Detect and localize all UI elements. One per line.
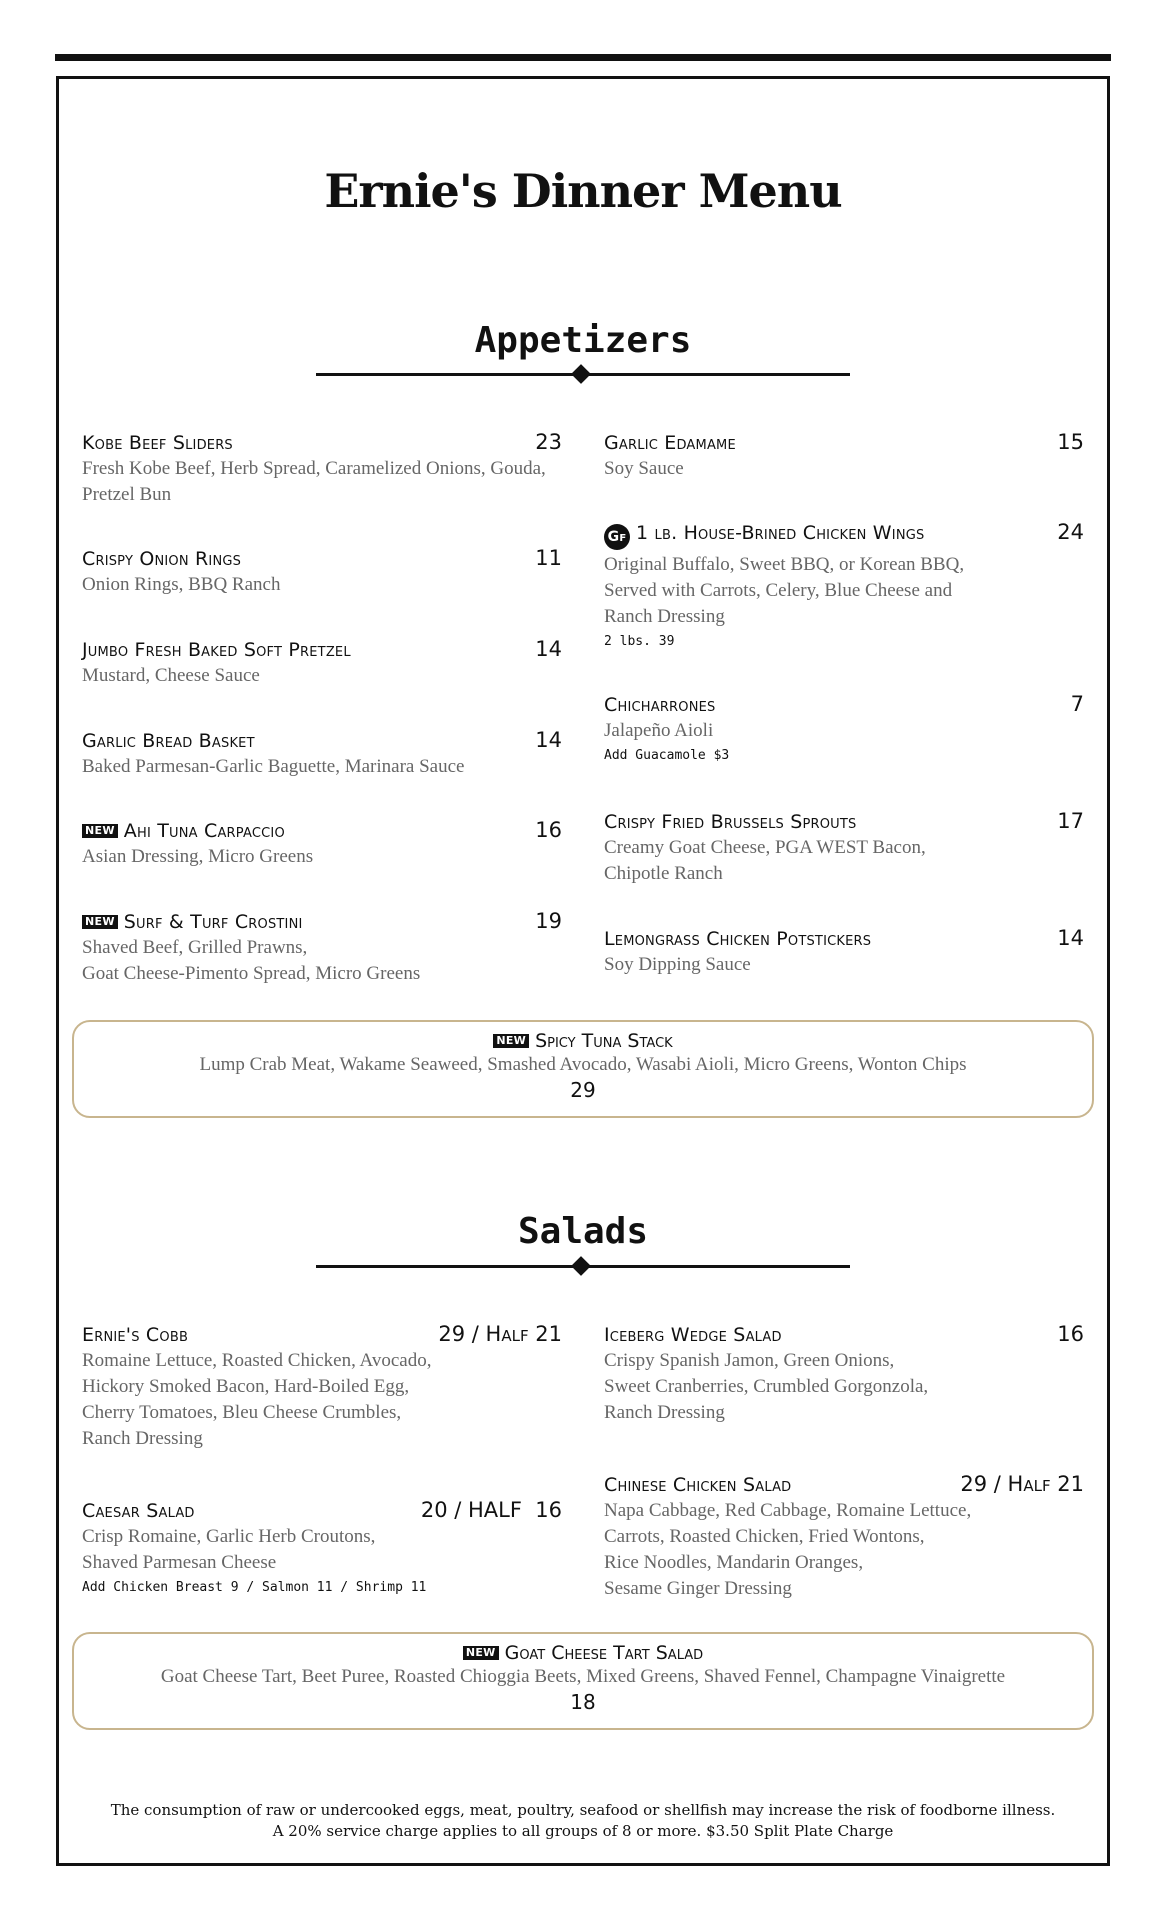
item-name: Crispy Fried Brussels Sprouts: [604, 811, 857, 833]
item-name: [82, 911, 303, 933]
item-note: Add Guacamole $3: [604, 748, 730, 763]
item-name: Chinese Chicken Salad: [604, 1474, 792, 1496]
item-description-line: Ranch Dressing: [604, 1402, 725, 1423]
item-description-line: Cherry Tomatoes, Bleu Cheese Crumbles,: [82, 1402, 402, 1423]
item-name-text: Surf & Turf Crostini: [123, 911, 303, 933]
featured-item-spicy-tuna-stack: [72, 1020, 1094, 1118]
item-description-line: Rice Noodles, Mandarin Oranges,: [604, 1552, 864, 1573]
item-name: Crispy Onion Rings: [82, 548, 242, 570]
new-badge: NEW: [493, 1034, 529, 1048]
featured-item-price: 29: [570, 1078, 596, 1102]
page-title: Ernie's Dinner Menu: [324, 164, 842, 218]
menu-item: [604, 692, 1084, 763]
item-description: Soy Dipping Sauce: [604, 954, 751, 975]
item-price: 20 / HALF 16: [420, 1498, 562, 1522]
menu-item: [82, 909, 562, 987]
menu-item: [604, 1322, 1084, 1426]
item-price: 11: [535, 546, 562, 570]
featured-item-name: [74, 1642, 1092, 1664]
item-price: 14: [535, 728, 562, 752]
featured-item-goat-cheese-tart-salad: [72, 1632, 1094, 1730]
footer-line: A 20% service charge applies to all groups of 8 or more. $3.50 Split Plate Charge: [272, 1822, 894, 1840]
item-description: Original Buffalo, Sweet BBQ, or Korean BBQ, Served with Carrots, Celery, Blue Cheese and Ranch Dressing: [604, 554, 965, 627]
item-price: 19: [535, 909, 562, 933]
menu-item: [604, 1472, 1084, 1602]
item-price: 14: [535, 637, 562, 661]
item-description-line: Crisp Romaine, Garlic Herb Croutons,: [82, 1526, 376, 1547]
menu-item: [82, 818, 562, 870]
item-price: 15: [1057, 430, 1084, 454]
salads-divider: [316, 1258, 850, 1274]
featured-item-name-text: Goat Cheese Tart Salad: [504, 1642, 704, 1664]
item-description-line: Crispy Spanish Jamon, Green Onions,: [604, 1350, 895, 1371]
menu-item: [604, 520, 1084, 649]
item-name: [604, 522, 924, 550]
item-price: 29 / Half 21: [438, 1322, 562, 1346]
item-description-line: Sweet Cranberries, Crumbled Gorgonzola,: [604, 1376, 929, 1397]
item-name: Garlic Edamame: [604, 432, 736, 454]
item-description-line: Carrots, Roasted Chicken, Fried Wontons,: [604, 1526, 925, 1547]
menu-item: [604, 430, 1084, 482]
item-name: Lemongrass Chicken Potstickers: [604, 928, 872, 950]
appetizers-right-column: [604, 430, 1084, 1000]
item-description-line: Napa Cabbage, Red Cabbage, Romaine Lettuce,: [604, 1500, 972, 1521]
item-description-line: Ranch Dressing: [82, 1428, 203, 1449]
item-description-line: Goat Cheese-Pimento Spread, Micro Greens: [82, 963, 421, 984]
item-description: Asian Dressing, Micro Greens: [82, 846, 314, 867]
item-description-line: Hickory Smoked Bacon, Hard-Boiled Egg,: [82, 1376, 410, 1397]
appetizers-divider: [316, 366, 850, 382]
item-description: [604, 1348, 1084, 1426]
menu-item: [82, 430, 562, 508]
item-note: Add Chicken Breast 9 / Salmon 11 / Shrimp 11: [82, 1580, 427, 1595]
item-description: Soy Sauce: [604, 458, 684, 479]
menu-item: [604, 809, 1084, 887]
item-description-line: Shaved Beef, Grilled Prawns,: [82, 937, 308, 958]
item-price: 17: [1057, 809, 1084, 833]
item-price: 29 / Half 21: [960, 1472, 1084, 1496]
menu-item: [82, 637, 562, 689]
menu-item: [82, 1322, 562, 1452]
item-price: 16: [535, 818, 562, 842]
item-description-line: Romaine Lettuce, Roasted Chicken, Avocado,: [82, 1350, 432, 1371]
item-name: Garlic Bread Basket: [82, 730, 255, 752]
item-name-text: Ahi Tuna Carpaccio: [123, 820, 285, 842]
item-price: 16: [1057, 1322, 1084, 1346]
item-name: Chicharrones: [604, 694, 716, 716]
item-price: 7: [1070, 692, 1084, 716]
featured-item-price: 18: [570, 1690, 596, 1714]
item-description: Creamy Goat Cheese, PGA WEST Bacon, Chipotle Ranch: [604, 837, 926, 884]
featured-item-description: Lump Crab Meat, Wakame Seaweed, Smashed Avocado, Wasabi Aioli, Micro Greens, Wonton Chips: [199, 1054, 967, 1075]
salads-left-column: [82, 1322, 562, 1602]
featured-item-description: Goat Cheese Tart, Beet Puree, Roasted Chioggia Beets, Mixed Greens, Shaved Fennel, Champagne Vinaigrette: [160, 1666, 1006, 1687]
footer-line: The consumption of raw or undercooked eggs, meat, poultry, seafood or shellfish may increase the risk of foodborne illness.: [110, 1801, 1056, 1819]
item-description: Mustard, Cheese Sauce: [82, 665, 260, 686]
item-description: Baked Parmesan-Garlic Baguette, Marinara Sauce: [82, 756, 465, 777]
item-description: Jalapeño Aioli: [604, 720, 714, 741]
item-description-line: Sesame Ginger Dressing: [604, 1578, 792, 1599]
item-description: Fresh Kobe Beef, Herb Spread, Caramelized Onions, Gouda, Pretzel Bun: [82, 458, 546, 505]
salads-heading: Salads: [517, 1211, 649, 1252]
menu-item: [604, 926, 1084, 978]
new-badge: NEW: [82, 915, 118, 929]
item-description: [82, 935, 562, 987]
featured-item-name-text: Spicy Tuna Stack: [535, 1030, 673, 1052]
item-description: [82, 1524, 562, 1576]
new-badge: NEW: [463, 1646, 499, 1660]
new-badge: NEW: [82, 824, 118, 838]
item-description: Onion Rings, BBQ Ranch: [82, 574, 281, 595]
item-description: [604, 1498, 1084, 1602]
item-name: Ernie's Cobb: [82, 1324, 189, 1346]
item-note: 2 lbs. 39: [604, 634, 675, 649]
item-name: Kobe Beef Sliders: [82, 432, 233, 454]
item-name: Jumbo Fresh Baked Soft Pretzel: [82, 639, 351, 661]
item-description-line: Shaved Parmesan Cheese: [82, 1552, 277, 1573]
item-description: [82, 1348, 562, 1452]
item-name-text: 1 lb. House-Brined Chicken Wings: [636, 522, 925, 544]
gluten-free-icon: Gf: [604, 524, 630, 550]
appetizers-heading: Appetizers: [474, 320, 692, 361]
salads-right-column: [604, 1322, 1084, 1602]
item-name: Caesar Salad: [82, 1500, 195, 1522]
top-rule: [55, 54, 1111, 61]
item-price: 23: [535, 430, 562, 454]
featured-item-name: [74, 1030, 1092, 1052]
item-price: 14: [1057, 926, 1084, 950]
appetizers-left-column: [82, 430, 562, 1000]
footer-disclaimer: [0, 1800, 1166, 1842]
item-price: 24: [1057, 520, 1084, 544]
menu-item: [82, 546, 562, 598]
item-name: [82, 820, 285, 842]
item-name: Iceberg Wedge Salad: [604, 1324, 782, 1346]
menu-item: [82, 728, 562, 780]
menu-item: [82, 1498, 562, 1595]
